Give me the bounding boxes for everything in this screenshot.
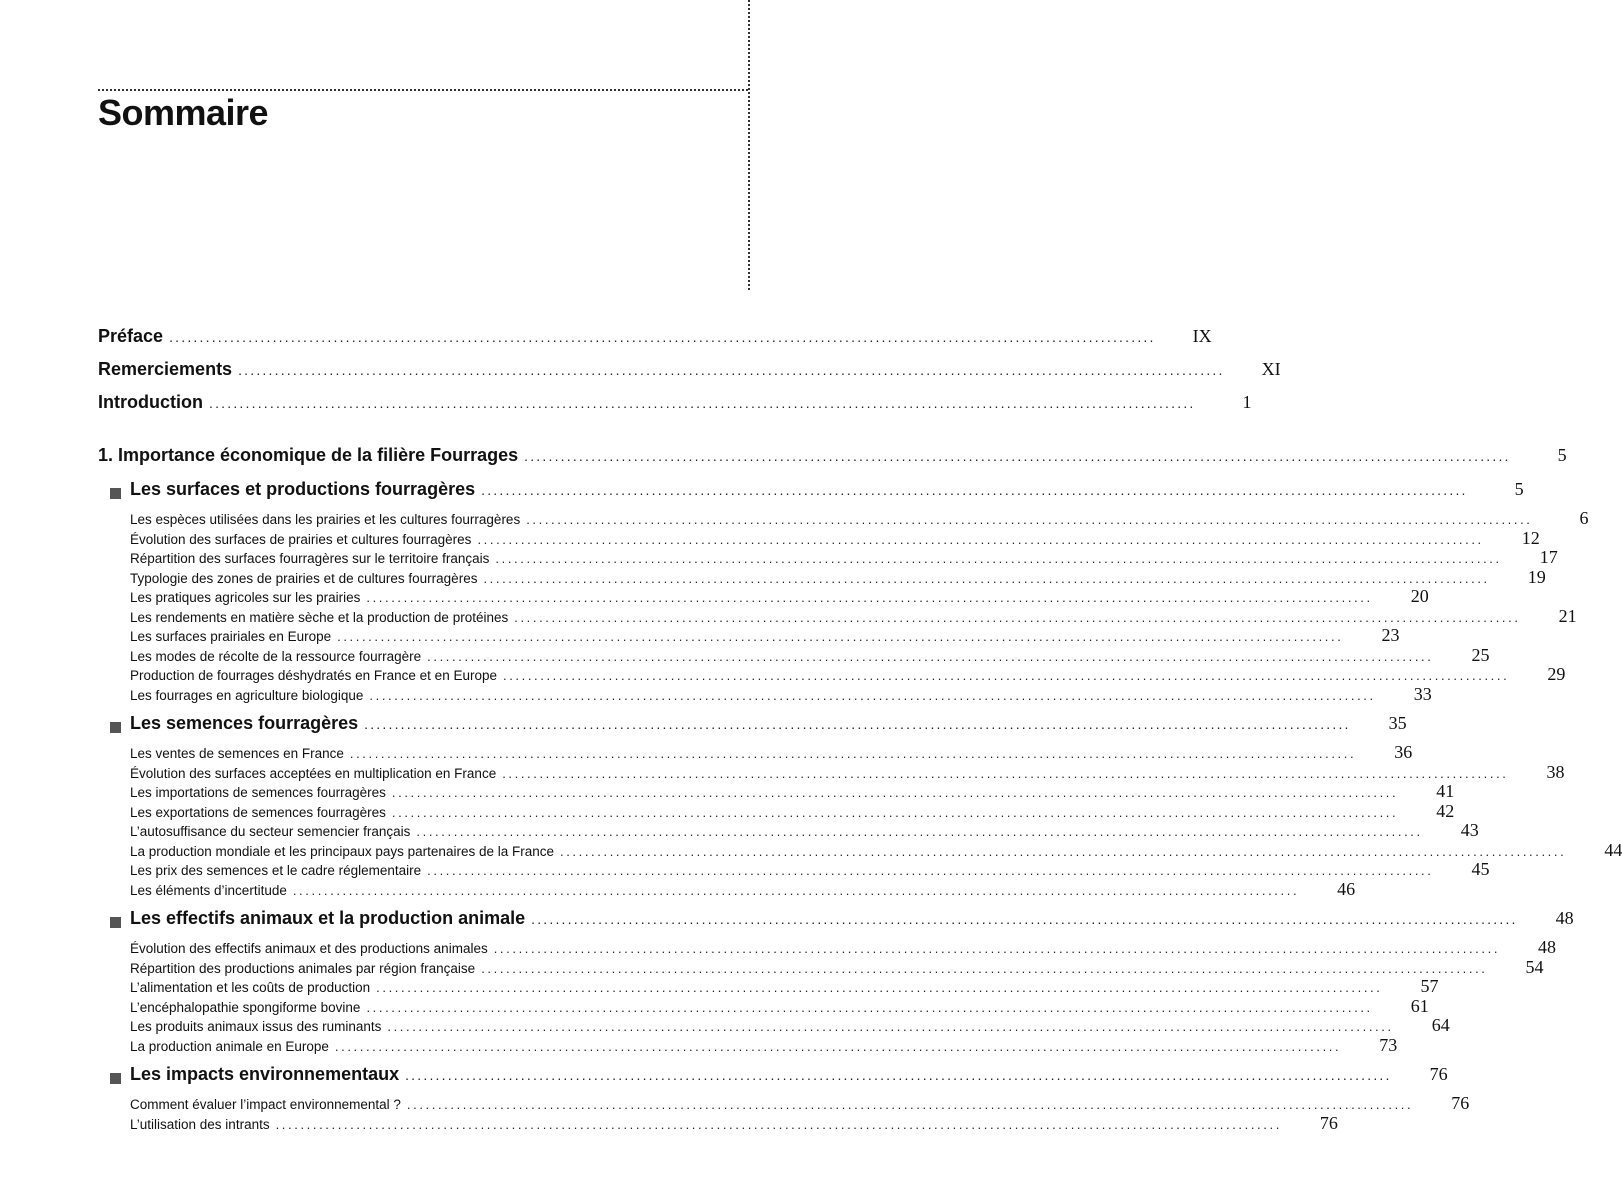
toc-item[interactable] (98, 683, 1432, 705)
toc-item-label: Répartition des productions animales par région française (130, 960, 476, 976)
toc-item-page: 38 (1546, 761, 1565, 782)
toc-item[interactable] (98, 508, 1589, 529)
front-matter-entry-page: IX (1192, 326, 1212, 346)
toc-item-label: Les rendements en matière sèche et la production de protéines (130, 609, 509, 625)
toc-item-label: Évolution des surfaces acceptées en multiplication en France (130, 765, 497, 781)
page-title: Sommaire (98, 92, 269, 133)
table-of-contents (98, 326, 1622, 1133)
toc-item-label: Les exportations de semences fourragères (130, 804, 386, 820)
toc-item-label: Les fourrages en agriculture biologique (130, 687, 364, 703)
square-bullet-icon (110, 1073, 121, 1084)
toc-item-page: 12 (1521, 527, 1540, 548)
toc-item-label: Les espèces utilisées dans les prairies et les cultures fourragères (130, 512, 521, 527)
leader-dots: .................................................................................................................................................................. (477, 531, 1484, 547)
toc-item-page: 73 (1379, 1034, 1398, 1055)
toc-item[interactable] (98, 625, 1400, 646)
leader-dots: .................................................................................................................................................................. (526, 512, 1533, 527)
section-block (98, 713, 1622, 899)
toc-item[interactable] (98, 566, 1546, 588)
toc-item[interactable] (98, 586, 1429, 607)
front-matter (98, 326, 1281, 425)
toc-item-page: 64 (1431, 1015, 1450, 1035)
toc-item-label: Les pratiques agricoles sur les prairies (130, 590, 361, 605)
section-entry[interactable] (98, 479, 1524, 509)
front-matter-entry-page: XI (1261, 359, 1281, 379)
toc-item-page: 19 (1527, 566, 1546, 587)
toc-item[interactable] (98, 1093, 1470, 1114)
toc-item-label: L’encéphalopathie spongiforme bovine (130, 999, 361, 1015)
toc-item[interactable] (98, 800, 1455, 822)
toc-item-label: Production de fourrages déshydratés en France et en Europe (130, 668, 497, 683)
leader-dots: .................................................................................................................................................................. (514, 609, 1521, 625)
section-entry-page: 76 (1429, 1064, 1448, 1084)
side-dotted-rule (748, 0, 750, 290)
section-entry-page: 35 (1388, 713, 1407, 733)
leader-dots: .................................................................................................................................................................. (493, 941, 1501, 956)
chapter-label: 1. Importance économique de la filière Fourrages (98, 445, 519, 465)
leader-dots: .................................................................................................................................................................. (427, 863, 1434, 878)
front-matter-entry-page: 1 (1242, 392, 1252, 412)
toc-item-page: 36 (1394, 742, 1413, 762)
front-matter-entry[interactable] (98, 326, 1212, 359)
leader-dots: .................................................................................................................................................................. (387, 1019, 1394, 1034)
toc-item-label: Évolution des surfaces de prairies et cultures fourragères (130, 531, 472, 547)
toc-item[interactable] (98, 995, 1429, 1017)
toc-item[interactable] (98, 1034, 1398, 1056)
toc-item-page: 43 (1460, 820, 1479, 840)
leader-dots: .................................................................................................................................................................. (337, 629, 1344, 644)
toc-item-page: 33 (1413, 683, 1432, 704)
leader-dots: .................................................................................................................................................................. (334, 1038, 1342, 1054)
toc-item[interactable] (98, 1015, 1450, 1036)
leader-dots: .................................................................................................................................................................. (366, 999, 1373, 1015)
front-matter-entry[interactable] (98, 392, 1252, 425)
toc-item-page: 61 (1410, 995, 1429, 1016)
toc-item[interactable] (98, 878, 1356, 900)
toc-item[interactable] (98, 976, 1439, 997)
toc-item-page: 54 (1525, 956, 1544, 977)
leader-dots: .................................................................................................................................................................. (366, 590, 1373, 605)
toc-item-label: Les modes de récolte de la ressource fourragère (130, 648, 422, 664)
leader-dots: .................................................................................................................................................................. (524, 448, 1511, 464)
square-bullet-icon (110, 488, 121, 499)
toc-item-label: Les importations de semences fourragères (130, 785, 386, 800)
toc-item-page: 48 (1538, 937, 1557, 957)
leader-dots: .................................................................................................................................................................. (349, 746, 1357, 761)
front-matter-entry-label: Introduction (98, 392, 203, 412)
toc-item[interactable] (98, 605, 1577, 627)
section-entry[interactable] (98, 713, 1407, 743)
toc-item[interactable] (98, 1112, 1338, 1134)
section-entry-page: 5 (1514, 479, 1524, 499)
toc-item-label: Typologie des zones de prairies et de cultures fourragères (130, 570, 478, 586)
toc-item-label: L’utilisation des intrants (130, 1116, 270, 1132)
toc-item-label: Évolution des effectifs animaux et des productions animales (130, 941, 488, 956)
toc-item-label: Comment évaluer l’impact environnemental ? (130, 1097, 401, 1112)
square-bullet-icon (110, 917, 121, 928)
section-entry[interactable] (98, 1064, 1448, 1094)
section-block (98, 908, 1574, 1055)
toc-item-label: Répartition des surfaces fourragères sur le territoire français (130, 551, 490, 566)
toc-item[interactable] (98, 937, 1557, 958)
toc-item-label: Les éléments d’incertitude (130, 882, 287, 898)
toc-item-page: 41 (1436, 781, 1455, 801)
section-block (98, 1064, 1470, 1133)
front-matter-entry-label: Préface (98, 326, 164, 346)
toc-item-page: 6 (1579, 508, 1589, 528)
sections (98, 479, 1622, 1133)
toc-item-page: 76 (1319, 1112, 1338, 1133)
leader-dots: .................................................................................................................................................................. (275, 1116, 1282, 1132)
section-block (98, 479, 1589, 704)
section-entry-page: 48 (1555, 908, 1574, 928)
toc-item[interactable] (98, 781, 1455, 802)
toc-item[interactable] (98, 644, 1490, 666)
chapter-page: 5 (1557, 445, 1567, 465)
chapter-entry[interactable] (98, 445, 1567, 477)
leader-dots: .................................................................................................................................................................. (169, 329, 1156, 345)
leader-dots: .................................................................................................................................................................. (416, 824, 1423, 839)
section-entry-label: Les impacts environnementaux (130, 1064, 400, 1084)
toc-item-page: 42 (1436, 800, 1455, 821)
toc-item-label: Les ventes de semences en France (130, 746, 344, 761)
leader-dots: .................................................................................................................................................................. (238, 362, 1225, 378)
toc-item-label: L’autosuffisance du secteur semencier français (130, 824, 411, 839)
square-bullet-icon (110, 722, 121, 733)
toc-item-label: La production mondiale et les principaux pays partenaires de la France (130, 843, 554, 859)
front-matter-entry-label: Remerciements (98, 359, 233, 379)
leader-dots: .................................................................................................................................................................. (427, 648, 1434, 664)
leader-dots: .................................................................................................................................................................. (406, 1097, 1414, 1112)
leader-dots: .................................................................................................................................................................. (483, 570, 1490, 586)
section-entry-label: Les surfaces et productions fourragères (130, 479, 476, 499)
toc-item-page: 76 (1451, 1093, 1470, 1113)
leader-dots: .................................................................................................................................................................. (292, 882, 1300, 898)
leader-dots: .................................................................................................................................................................. (502, 765, 1509, 781)
section-entry-label: Les effectifs animaux et la production animale (130, 908, 526, 928)
leader-dots: .................................................................................................................................................................. (481, 960, 1488, 976)
spacer (98, 425, 702, 445)
toc-item[interactable] (98, 820, 1479, 841)
toc-item[interactable] (98, 859, 1490, 880)
toc-item-page: 44 (1604, 839, 1622, 860)
leader-dots: .................................................................................................................................................................. (391, 804, 1399, 820)
toc-item[interactable] (98, 761, 1565, 783)
toc-item-page: 29 (1547, 664, 1566, 684)
leader-dots: .................................................................................................................................................................. (560, 843, 1567, 859)
section-entry-label: Les semences fourragères (130, 713, 359, 733)
toc-item-label: Les prix des semences et le cadre réglementaire (130, 863, 422, 878)
leader-dots: .................................................................................................................................................................. (405, 1067, 1392, 1083)
leader-dots: .................................................................................................................................................................. (502, 668, 1510, 683)
toc-item-label: La production animale en Europe (130, 1038, 329, 1054)
toc-item[interactable] (98, 664, 1566, 685)
leader-dots: .................................................................................................................................................................. (495, 551, 1502, 566)
toc-item[interactable] (98, 527, 1540, 549)
toc-item-page: 46 (1337, 878, 1356, 899)
toc-item[interactable] (98, 956, 1544, 978)
toc-item-page: 25 (1471, 644, 1490, 665)
leader-dots: .................................................................................................................................................................. (481, 482, 1468, 498)
toc-item[interactable] (98, 742, 1413, 763)
leader-dots: .................................................................................................................................................................. (531, 911, 1518, 927)
toc-item-label: Les surfaces prairiales en Europe (130, 629, 332, 644)
toc-item-page: 23 (1381, 625, 1400, 645)
toc-item[interactable] (98, 839, 1622, 861)
leader-dots: .................................................................................................................................................................. (208, 395, 1196, 411)
toc-item-page: 17 (1539, 547, 1558, 567)
front-matter-entry[interactable] (98, 359, 1281, 392)
leader-dots: .................................................................................................................................................................. (364, 716, 1351, 732)
toc-item-label: L’alimentation et les coûts de production (130, 980, 371, 995)
leader-dots: .................................................................................................................................................................. (391, 785, 1399, 800)
toc-item-page: 21 (1558, 605, 1577, 626)
top-dotted-rule (98, 89, 748, 91)
leader-dots: .................................................................................................................................................................. (376, 980, 1383, 995)
toc-item-page: 45 (1471, 859, 1490, 879)
section-entry[interactable] (98, 908, 1574, 938)
toc-item-page: 20 (1410, 586, 1429, 606)
toc-item-page: 57 (1420, 976, 1439, 996)
toc-item[interactable] (98, 547, 1558, 568)
leader-dots: .................................................................................................................................................................. (369, 687, 1376, 703)
toc-item-label: Les produits animaux issus des ruminants (130, 1019, 382, 1034)
